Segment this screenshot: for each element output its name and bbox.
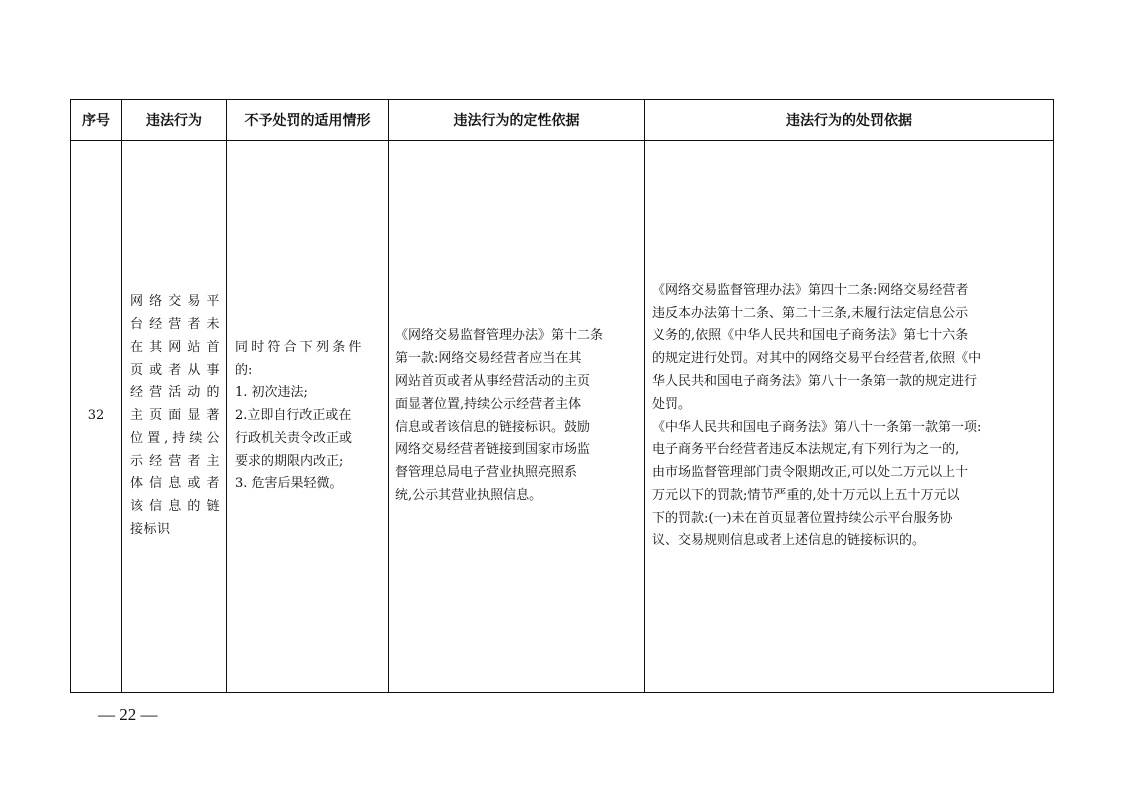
- violation-line: 台经营者未: [130, 316, 220, 332]
- exempt-line: 1. 初次违法;: [235, 385, 308, 401]
- violation-line: 网络交易平: [130, 294, 220, 310]
- penalty-line: 义务的,依照《中华人民共和国电子商务法》第七十六条: [652, 328, 969, 344]
- penalty-line: 《中华人民共和国电子商务法》第八十一条第一款第一项:: [652, 419, 982, 435]
- header-legal-basis: 违法行为的定性依据: [389, 100, 645, 141]
- basis-line: 统,公示其营业执照信息。: [395, 487, 543, 503]
- row-seq: 32: [87, 408, 105, 424]
- basis-line: 面显著位置,持续公示经营者主体: [395, 396, 582, 412]
- page-number: — 22 —: [98, 705, 158, 724]
- violation-line: 该信息的链: [130, 499, 220, 515]
- legal-basis-text: [389, 325, 644, 507]
- exempt-conditions-cell: [227, 141, 389, 693]
- penalty-line: 违反本办法第十二条、第二十三条,未履行法定信息公示: [652, 305, 969, 321]
- exempt-line: 要求的期限内改正;: [235, 453, 344, 469]
- basis-line: 《网络交易监督管理办法》第十二条: [395, 328, 604, 344]
- penalty-line: 处罚。: [652, 396, 692, 412]
- penalty-basis-cell: [645, 141, 1054, 693]
- exempt-line: 3. 危害后果轻微。: [235, 476, 343, 492]
- violation-line: 主页面显著: [130, 408, 220, 424]
- violation-cell: [122, 141, 227, 693]
- exempt-line: 行政机关责令改正或: [235, 430, 353, 446]
- header-seq: 序号: [71, 100, 122, 141]
- header-penalty-basis: 违法行为的处罚依据: [645, 100, 1054, 141]
- basis-line: 网站首页或者从事经营活动的主页: [395, 373, 591, 389]
- violation-line: 接标识: [130, 522, 171, 538]
- exempt-line: 2.立即自行改正或在: [235, 408, 352, 424]
- violation-line: 经营活动的: [130, 385, 220, 401]
- penalty-line: 《网络交易监督管理办法》第四十二条:网络交易经营者: [652, 282, 969, 298]
- exempt-conditions-text: [227, 337, 388, 497]
- penalty-basis-text: [645, 280, 1053, 554]
- violation-line: 位置,持续公: [130, 430, 220, 446]
- legal-basis-cell: [389, 141, 645, 693]
- penalty-line: 下的罚款:(一)未在首页显著位置持续公示平台服务协: [652, 510, 953, 526]
- basis-line: 信息或者该信息的链接标识。鼓励: [395, 419, 591, 435]
- header-violation: 违法行为: [122, 100, 227, 141]
- penalty-line: 电子商务平台经营者违反本法规定,有下列行为之一的,: [652, 442, 960, 458]
- penalty-line: 的规定进行处罚。对其中的网络交易平台经营者,依照《中: [652, 351, 982, 367]
- penalty-line: 由市场监督管理部门责令限期改正,可以处二万元以上十: [652, 465, 969, 481]
- penalty-line: 议、交易规则信息或者上述信息的链接标识的。: [652, 533, 926, 549]
- violation-text: [122, 291, 226, 542]
- penalty-line: 万元以下的罚款;情节严重的,处十万元以上五十万元以: [652, 487, 960, 503]
- exempt-line: 的:: [235, 362, 253, 378]
- basis-line: 网络交易经营者链接到国家市场监: [395, 442, 591, 458]
- regulation-table: [70, 99, 1054, 693]
- row-seq-cell: [71, 141, 122, 693]
- header-exempt-conditions: 不予处罚的适用情形: [227, 100, 389, 141]
- basis-line: 第一款:网络交易经营者应当在其: [395, 351, 582, 367]
- table-row: [71, 141, 1054, 693]
- violation-line: 示经营者主: [130, 453, 220, 469]
- penalty-line: 华人民共和国电子商务法》第八十一条第一款的规定进行: [652, 373, 978, 389]
- violation-line: 在其网站首: [130, 339, 220, 355]
- basis-line: 督管理总局电子营业执照亮照系: [395, 465, 578, 481]
- violation-line: 体信息或者: [130, 476, 220, 492]
- exempt-line: 同时符合下列条件: [235, 339, 365, 355]
- violation-line: 页或者从事: [130, 362, 220, 378]
- header-row: [71, 100, 1054, 141]
